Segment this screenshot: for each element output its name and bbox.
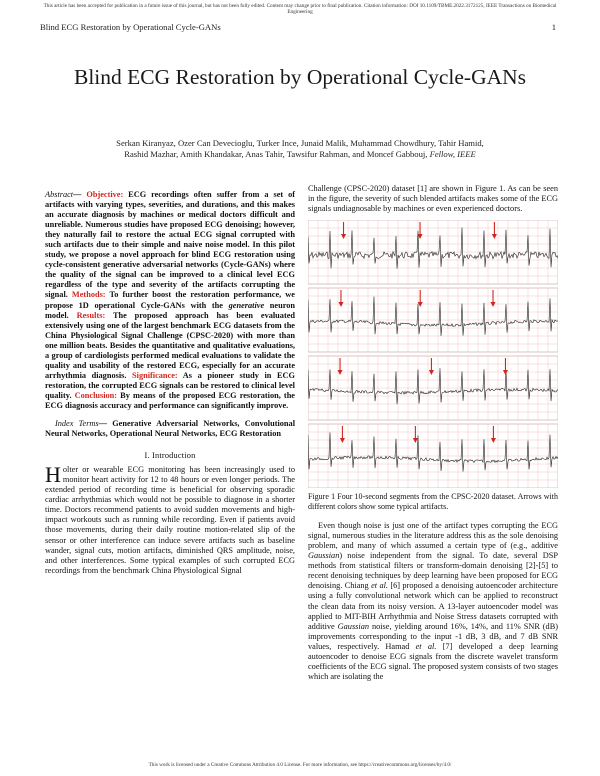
index-terms-lead: Index Terms [55, 419, 99, 429]
ecg-panel-2 [308, 288, 558, 352]
abstract-conclusion: By means of the proposed ECG restoration, the ECG diagnosis accuracy and performance can significantly improve. [45, 390, 295, 410]
ecg-panel-1 [308, 220, 558, 284]
running-head-title: Blind ECG Restoration by Operational Cycle-GANs [40, 22, 221, 32]
abstract-significance: As a pioneer study in ECG restoration, the corrupted ECG signals can be restored to clinical level quality. [45, 370, 295, 400]
figure-1 [308, 220, 558, 488]
body-paragraph-2 [308, 521, 558, 682]
running-head [40, 22, 560, 32]
abstract-significance-label: Significance: [132, 370, 178, 380]
abstract [45, 190, 295, 411]
section-heading-introduction: I. Introduction [144, 451, 196, 461]
figure-caption: Figure 1 Four 10-second segments from the CPSC-2020 dataset. Arrows with different colors show some typical artifacts. [308, 492, 558, 512]
drop-cap: H [45, 462, 61, 488]
para2-part-c: [6] proposed a denoising autoencoder architecture using a fully convolutional network which can be applied to reconstruct the clean data from its noisy version. A 13-layer autoencoder model was applied to MIT-BIH Arrhythmia and Noise Stress datasets corrupted with additive [308, 581, 558, 631]
abstract-methods-tail: neuron model. [45, 300, 295, 320]
index-terms-text: — Generative Adversarial Networks, Convolutional Neural Networks, Operational Neural Networks, ECG Restoration [45, 419, 296, 439]
author-line-2 [70, 149, 530, 160]
para2-part-e: [7] developed a deep learning autoencoder to denoise ECG signals from the discrete wavelet transform coefficients of the ECG signal. The proposed system consists of two stages which are isolating the [308, 641, 558, 681]
ecg-panel-3 [308, 356, 558, 420]
introduction-text: olter or wearable ECG monitoring has been increasingly used to monitor heart activity for 12 to 48 hours or even longer periods. The extended period of recording time is beneficial for observing sporadic cardiac arrhythmias which would not be possible to diagnose in a shorter time. Doctors recommend patients to avoid sudden movements and high-impact workouts such as running while recording. Even if patients avoid those movements, during their daily routine motion-related slip of the sensor or other interference can induce severe artifacts such as baseline wander, signal cuts, motion artifacts, diminished QRS amplitude, noise, and other interferences. Some typical examples of such corrupted ECG recordings from the benchmark China Physiological Signal [45, 465, 295, 575]
abstract-objective: ECG recordings often suffer from a set of artifacts with varying types, severities, and durations, and this makes an accurate diagnosis by machines or medical doctors difficult and unreliable. Numerous studies have proposed ECG denoising; however, they naturally fail to restore the actual ECG signal corrupted with such artifacts due to their simple and naive noise model. In this pilot study, we propose a novel approach for blind ECG restoration using cycle-consistent generative adversarial networks (Cycle-GANs) where the quality of the signal can be improved to a clinical level ECG regardless of the type and severity of the artifacts corrupting the signal. [45, 190, 296, 300]
para2-part-b: ) noise independent from the signal. To date, several DSP methods from statistical filters or transform-domain denoising [2]-[5] to recent denoising techniques by deep learning have been proposed for ECG denoising. Chiang [308, 551, 558, 591]
abstract-lead: Abstract [45, 190, 74, 199]
abstract-methods-label: Methods: [71, 290, 106, 300]
para2-em-3: Gaussian [337, 621, 370, 631]
abstract-methods: To further boost the restoration performance, we propose 1D operational Cycle-GANs with the [45, 290, 295, 310]
index-terms [45, 419, 295, 439]
abstract-results: The proposed approach has been evaluated extensively using one of the largest benchmark ECG datasets from the China Physiological Signal Challenge (CPSC-2020) with more than one million beats. Besides the quantitative and qualitative evaluations, a group of cardiologists performed medical evaluations to validate the quality and usability of the restored ECG, especially for an accurate arrhythmia diagnosis. [45, 310, 295, 380]
para2-em-2: et al. [371, 581, 388, 591]
abstract-objective-label: Objective: [86, 190, 124, 199]
abstract-results-label: Results: [76, 310, 106, 320]
para2-em-1: Gaussian [308, 551, 340, 561]
right-column [308, 184, 558, 682]
ecg-panel-4 [308, 424, 558, 488]
para2-part-a: Even though noise is just one of the artifact types corrupting the ECG signal, numerous studies in the literature address this as the sole denoising problem, and many of which assumed a certain type of (e.g., additive [308, 521, 558, 551]
para2-part-d: noise, yielding around 16%, 14%, and 11% SNR (dB) improvements corresponding to the input -1 dB, 3 dB, and 7 dB SNR values, respectively. Hamad [308, 621, 558, 651]
intro-continuation: Challenge (CPSC-2020) dataset [1] are shown in Figure 1. As can be seen in the figure, the severity of such blended artifacts makes some of the ECG signals undiagnosable by machines or even experienced doctors. [308, 184, 558, 214]
author-names-2: Rashid Mazhar, Amith Khandakar, Anas Tahir, Tawsifur Rahman, and Moncef Gabbouj, [124, 149, 428, 159]
introduction-paragraph [45, 462, 295, 576]
para2-em-4: et al. [415, 641, 437, 651]
abstract-dash: — [73, 190, 87, 199]
ecg-figure-svg [308, 220, 558, 488]
paper-title: Blind ECG Restoration by Operational Cycle-GANs [73, 65, 527, 89]
abstract-conclusion-label: Conclusion: [74, 390, 118, 400]
abstract-methods-em: generative [228, 300, 265, 310]
left-column [45, 190, 295, 576]
author-list [70, 138, 530, 160]
license-footer: This work is licensed under a Creative Commons Attribution 4.0 License. For more information, see https://creativecommons.org/licenses/by/4.0/ [148, 762, 452, 768]
page-number: 1 [551, 22, 556, 32]
publication-banner: This article has been accepted for publication in a future issue of this journal, but has not been fully edited. Content may change prior to final publication. Citation information: DOI 10.1109/TBME.2022.3172125, IEEE Transactions on Biomedical Engineering [43, 3, 557, 16]
author-fellow-note: Fellow, IEEE [429, 149, 476, 159]
author-line-1: Serkan Kiranyaz, Ozer Can Devecioglu, Turker Ince, Junaid Malik, Muhammad Chowdhury, Tahir Hamid, [116, 138, 484, 148]
